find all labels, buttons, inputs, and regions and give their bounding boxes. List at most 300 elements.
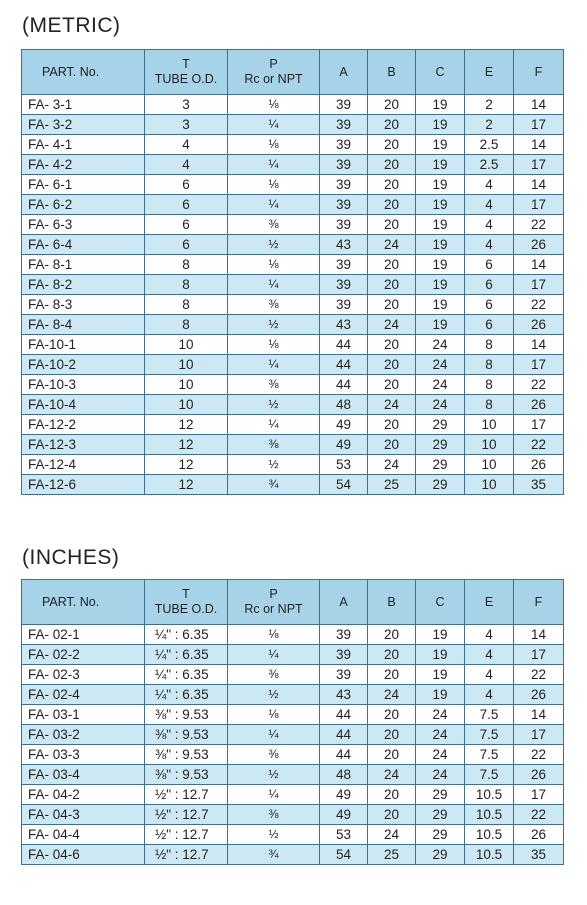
cell-b: 20 <box>368 135 416 155</box>
table-row <box>22 625 564 645</box>
cell-tube-od: 8 <box>145 315 228 335</box>
cell-port-thread: ⅜ <box>228 435 320 455</box>
cell-part-no: FA- 04-3 <box>22 805 145 825</box>
cell-a: 39 <box>320 275 368 295</box>
cell-b: 20 <box>368 335 416 355</box>
col-header-a: A <box>320 580 368 625</box>
cell-e: 7.5 <box>465 765 514 785</box>
cell-f: 14 <box>514 705 564 725</box>
cell-port-thread: ⅜ <box>228 745 320 765</box>
cell-port-thread: ⅜ <box>228 665 320 685</box>
cell-port-thread: ½ <box>228 765 320 785</box>
cell-b: 20 <box>368 725 416 745</box>
cell-tube-od: 12 <box>145 475 228 495</box>
cell-part-no: FA-12-3 <box>22 435 145 455</box>
cell-a: 44 <box>320 745 368 765</box>
table-row <box>22 765 564 785</box>
table-row <box>22 435 564 455</box>
col-header-port-thread <box>228 50 320 95</box>
cell-f: 14 <box>514 625 564 645</box>
cell-c: 24 <box>416 395 465 415</box>
cell-port-thread: ⅛ <box>228 335 320 355</box>
cell-a: 39 <box>320 175 368 195</box>
cell-a: 39 <box>320 135 368 155</box>
table-row <box>22 785 564 805</box>
col-header-f: F <box>514 580 564 625</box>
cell-b: 25 <box>368 845 416 865</box>
cell-b: 20 <box>368 295 416 315</box>
cell-c: 19 <box>416 95 465 115</box>
cell-b: 20 <box>368 275 416 295</box>
col-header-tube-od-label: TUBE O.D. <box>154 602 218 616</box>
cell-e: 7.5 <box>465 745 514 765</box>
cell-f: 26 <box>514 235 564 255</box>
cell-tube-od: 12 <box>145 435 228 455</box>
cell-f: 26 <box>514 395 564 415</box>
cell-e: 4 <box>465 625 514 645</box>
cell-part-no: FA- 03-3 <box>22 745 145 765</box>
cell-tube-od: ⅜" : 9.53 <box>145 725 228 745</box>
cell-c: 19 <box>416 625 465 645</box>
cell-tube-od: 3 <box>145 95 228 115</box>
cell-e: 8 <box>465 375 514 395</box>
cell-e: 4 <box>465 175 514 195</box>
cell-part-no: FA- 03-1 <box>22 705 145 725</box>
cell-a: 44 <box>320 335 368 355</box>
cell-part-no: FA- 6-1 <box>22 175 145 195</box>
cell-b: 20 <box>368 705 416 725</box>
cell-port-thread: ⅛ <box>228 135 320 155</box>
cell-a: 39 <box>320 195 368 215</box>
cell-part-no: FA- 04-6 <box>22 845 145 865</box>
col-header-port-thread-symbol: P <box>269 57 278 71</box>
cell-a: 54 <box>320 845 368 865</box>
cell-b: 20 <box>368 375 416 395</box>
cell-a: 39 <box>320 155 368 175</box>
cell-e: 6 <box>465 295 514 315</box>
cell-b: 24 <box>368 825 416 845</box>
cell-port-thread: ¼ <box>228 355 320 375</box>
col-header-tube-od-label: TUBE O.D. <box>154 72 218 86</box>
cell-part-no: FA- 02-4 <box>22 685 145 705</box>
cell-f: 26 <box>514 825 564 845</box>
cell-part-no: FA- 8-2 <box>22 275 145 295</box>
table-row <box>22 645 564 665</box>
cell-part-no: FA-12-4 <box>22 455 145 475</box>
cell-a: 44 <box>320 725 368 745</box>
cell-f: 14 <box>514 335 564 355</box>
cell-a: 43 <box>320 685 368 705</box>
cell-f: 22 <box>514 745 564 765</box>
cell-a: 44 <box>320 355 368 375</box>
cell-c: 19 <box>416 275 465 295</box>
cell-c: 29 <box>416 785 465 805</box>
cell-port-thread: ⅛ <box>228 705 320 725</box>
cell-e: 10.5 <box>465 845 514 865</box>
cell-c: 29 <box>416 435 465 455</box>
cell-part-no: FA-12-2 <box>22 415 145 435</box>
cell-e: 4 <box>465 645 514 665</box>
table-row <box>22 115 564 135</box>
cell-port-thread: ⅛ <box>228 255 320 275</box>
cell-f: 26 <box>514 765 564 785</box>
cell-f: 14 <box>514 175 564 195</box>
cell-c: 19 <box>416 685 465 705</box>
table-row <box>22 805 564 825</box>
cell-c: 19 <box>416 195 465 215</box>
cell-part-no: FA- 6-3 <box>22 215 145 235</box>
cell-a: 44 <box>320 375 368 395</box>
cell-port-thread: ⅛ <box>228 95 320 115</box>
cell-e: 10.5 <box>465 825 514 845</box>
cell-port-thread: ⅜ <box>228 215 320 235</box>
col-header-tube-od-symbol: T <box>182 57 190 71</box>
cell-f: 35 <box>514 845 564 865</box>
col-header-b: B <box>368 580 416 625</box>
cell-c: 24 <box>416 745 465 765</box>
table-row <box>22 745 564 765</box>
cell-c: 19 <box>416 175 465 195</box>
cell-part-no: FA- 03-4 <box>22 765 145 785</box>
cell-b: 20 <box>368 805 416 825</box>
table-row <box>22 685 564 705</box>
col-header-part-no: PART. No. <box>22 50 145 95</box>
cell-e: 4 <box>465 235 514 255</box>
col-header-e: E <box>465 50 514 95</box>
table-row <box>22 95 564 115</box>
cell-c: 19 <box>416 215 465 235</box>
col-header-tube-od <box>145 580 228 625</box>
cell-b: 20 <box>368 95 416 115</box>
cell-e: 2 <box>465 115 514 135</box>
cell-port-thread: ¼ <box>228 785 320 805</box>
col-header-c: C <box>416 580 465 625</box>
cell-a: 48 <box>320 395 368 415</box>
cell-c: 24 <box>416 765 465 785</box>
cell-tube-od: ⅜" : 9.53 <box>145 745 228 765</box>
cell-a: 53 <box>320 455 368 475</box>
cell-c: 19 <box>416 645 465 665</box>
cell-a: 49 <box>320 785 368 805</box>
cell-e: 4 <box>465 195 514 215</box>
col-header-tube-od-symbol: T <box>182 587 190 601</box>
cell-part-no: FA-10-2 <box>22 355 145 375</box>
cell-f: 22 <box>514 295 564 315</box>
cell-part-no: FA-10-3 <box>22 375 145 395</box>
cell-f: 17 <box>514 645 564 665</box>
cell-b: 20 <box>368 255 416 275</box>
cell-f: 17 <box>514 275 564 295</box>
cell-c: 24 <box>416 375 465 395</box>
cell-tube-od: 12 <box>145 415 228 435</box>
cell-port-thread: ⅛ <box>228 625 320 645</box>
cell-a: 39 <box>320 665 368 685</box>
cell-part-no: FA- 4-1 <box>22 135 145 155</box>
cell-f: 17 <box>514 155 564 175</box>
cell-e: 10.5 <box>465 805 514 825</box>
cell-c: 19 <box>416 255 465 275</box>
cell-part-no: FA- 8-4 <box>22 315 145 335</box>
cell-port-thread: ⅜ <box>228 295 320 315</box>
cell-port-thread: ¾ <box>228 475 320 495</box>
cell-a: 54 <box>320 475 368 495</box>
cell-tube-od: 6 <box>145 175 228 195</box>
metric-header-row <box>22 50 564 95</box>
cell-tube-od: 10 <box>145 395 228 415</box>
cell-port-thread: ⅜ <box>228 375 320 395</box>
cell-c: 24 <box>416 335 465 355</box>
cell-a: 43 <box>320 235 368 255</box>
cell-f: 22 <box>514 375 564 395</box>
cell-tube-od: 3 <box>145 115 228 135</box>
cell-tube-od: 4 <box>145 155 228 175</box>
table-row <box>22 215 564 235</box>
cell-part-no: FA- 02-2 <box>22 645 145 665</box>
cell-c: 29 <box>416 805 465 825</box>
col-header-a: A <box>320 50 368 95</box>
table-row <box>22 415 564 435</box>
cell-c: 19 <box>416 235 465 255</box>
table-row <box>22 235 564 255</box>
cell-part-no: FA- 8-3 <box>22 295 145 315</box>
cell-part-no: FA- 04-4 <box>22 825 145 845</box>
cell-b: 20 <box>368 115 416 135</box>
cell-port-thread: ½ <box>228 235 320 255</box>
inches-spec-table <box>21 579 564 865</box>
table-row <box>22 825 564 845</box>
cell-tube-od: ½" : 12.7 <box>145 805 228 825</box>
cell-port-thread: ¼ <box>228 115 320 135</box>
cell-tube-od: ¼" : 6.35 <box>145 665 228 685</box>
col-header-c: C <box>416 50 465 95</box>
cell-tube-od: 10 <box>145 335 228 355</box>
cell-e: 8 <box>465 335 514 355</box>
cell-e: 6 <box>465 315 514 335</box>
cell-part-no: FA- 6-2 <box>22 195 145 215</box>
table-row <box>22 705 564 725</box>
cell-port-thread: ¾ <box>228 845 320 865</box>
cell-tube-od: 12 <box>145 455 228 475</box>
cell-port-thread: ¼ <box>228 415 320 435</box>
cell-port-thread: ½ <box>228 685 320 705</box>
cell-part-no: FA-12-6 <box>22 475 145 495</box>
cell-c: 29 <box>416 415 465 435</box>
cell-f: 17 <box>514 785 564 805</box>
cell-a: 48 <box>320 765 368 785</box>
cell-a: 49 <box>320 415 368 435</box>
cell-tube-od: ½" : 12.7 <box>145 845 228 865</box>
cell-part-no: FA- 02-1 <box>22 625 145 645</box>
cell-part-no: FA- 8-1 <box>22 255 145 275</box>
cell-tube-od: 6 <box>145 215 228 235</box>
cell-c: 19 <box>416 315 465 335</box>
cell-b: 20 <box>368 215 416 235</box>
cell-b: 20 <box>368 355 416 375</box>
cell-a: 39 <box>320 215 368 235</box>
cell-a: 39 <box>320 295 368 315</box>
col-header-port-thread-label: Rc or NPT <box>244 72 303 86</box>
cell-port-thread: ⅜ <box>228 805 320 825</box>
cell-e: 10 <box>465 475 514 495</box>
table-row <box>22 295 564 315</box>
cell-tube-od: 8 <box>145 275 228 295</box>
cell-c: 24 <box>416 725 465 745</box>
cell-b: 24 <box>368 685 416 705</box>
cell-b: 24 <box>368 315 416 335</box>
cell-port-thread: ¼ <box>228 155 320 175</box>
cell-b: 20 <box>368 435 416 455</box>
cell-part-no: FA- 3-2 <box>22 115 145 135</box>
cell-e: 4 <box>465 685 514 705</box>
cell-a: 53 <box>320 825 368 845</box>
table-row <box>22 195 564 215</box>
cell-part-no: FA- 3-1 <box>22 95 145 115</box>
cell-b: 20 <box>368 195 416 215</box>
cell-part-no: FA-10-4 <box>22 395 145 415</box>
cell-e: 4 <box>465 215 514 235</box>
cell-c: 19 <box>416 155 465 175</box>
table-row <box>22 135 564 155</box>
table-row <box>22 475 564 495</box>
cell-part-no: FA- 6-4 <box>22 235 145 255</box>
cell-b: 25 <box>368 475 416 495</box>
cell-f: 22 <box>514 665 564 685</box>
cell-f: 26 <box>514 315 564 335</box>
cell-part-no: FA- 04-2 <box>22 785 145 805</box>
cell-part-no: FA- 03-2 <box>22 725 145 745</box>
cell-a: 39 <box>320 645 368 665</box>
table-row <box>22 845 564 865</box>
inches-header-row <box>22 580 564 625</box>
cell-port-thread: ¼ <box>228 725 320 745</box>
cell-tube-od: 6 <box>145 195 228 215</box>
table-row <box>22 255 564 275</box>
metric-spec-table <box>21 49 564 495</box>
cell-tube-od: 6 <box>145 235 228 255</box>
cell-port-thread: ¼ <box>228 645 320 665</box>
cell-f: 26 <box>514 685 564 705</box>
cell-a: 39 <box>320 115 368 135</box>
cell-e: 8 <box>465 395 514 415</box>
cell-c: 24 <box>416 355 465 375</box>
cell-c: 19 <box>416 295 465 315</box>
cell-a: 49 <box>320 435 368 455</box>
cell-b: 24 <box>368 395 416 415</box>
cell-b: 20 <box>368 645 416 665</box>
cell-b: 20 <box>368 665 416 685</box>
table-row <box>22 355 564 375</box>
cell-tube-od: ¼" : 6.35 <box>145 685 228 705</box>
table-row <box>22 175 564 195</box>
cell-a: 49 <box>320 805 368 825</box>
cell-c: 29 <box>416 475 465 495</box>
cell-f: 17 <box>514 415 564 435</box>
cell-e: 8 <box>465 355 514 375</box>
cell-b: 20 <box>368 625 416 645</box>
col-header-part-no: PART. No. <box>22 580 145 625</box>
table-row <box>22 665 564 685</box>
cell-port-thread: ¼ <box>228 275 320 295</box>
cell-a: 39 <box>320 95 368 115</box>
cell-e: 7.5 <box>465 705 514 725</box>
cell-tube-od: ¼" : 6.35 <box>145 645 228 665</box>
cell-e: 7.5 <box>465 725 514 745</box>
cell-tube-od: 8 <box>145 255 228 275</box>
cell-f: 17 <box>514 195 564 215</box>
cell-tube-od: 4 <box>145 135 228 155</box>
cell-e: 10 <box>465 455 514 475</box>
cell-f: 26 <box>514 455 564 475</box>
cell-c: 29 <box>416 845 465 865</box>
cell-f: 17 <box>514 115 564 135</box>
table-row <box>22 375 564 395</box>
inches-table-body <box>22 625 564 865</box>
cell-e: 10 <box>465 415 514 435</box>
cell-b: 24 <box>368 235 416 255</box>
table-row <box>22 155 564 175</box>
cell-port-thread: ½ <box>228 455 320 475</box>
cell-port-thread: ½ <box>228 395 320 415</box>
cell-f: 22 <box>514 215 564 235</box>
inches-section-title: (INCHES) <box>22 546 120 569</box>
cell-tube-od: ⅜" : 9.53 <box>145 705 228 725</box>
cell-b: 20 <box>368 415 416 435</box>
cell-tube-od: ⅜" : 9.53 <box>145 765 228 785</box>
col-header-tube-od <box>145 50 228 95</box>
cell-port-thread: ¼ <box>228 195 320 215</box>
cell-a: 43 <box>320 315 368 335</box>
cell-tube-od: ½" : 12.7 <box>145 825 228 845</box>
cell-b: 24 <box>368 455 416 475</box>
cell-a: 39 <box>320 255 368 275</box>
col-header-port-thread-label: Rc or NPT <box>244 602 303 616</box>
cell-b: 20 <box>368 155 416 175</box>
cell-f: 14 <box>514 135 564 155</box>
cell-e: 2.5 <box>465 135 514 155</box>
col-header-e: E <box>465 580 514 625</box>
cell-b: 24 <box>368 765 416 785</box>
col-header-port-thread <box>228 580 320 625</box>
table-row <box>22 275 564 295</box>
cell-a: 44 <box>320 705 368 725</box>
cell-part-no: FA-10-1 <box>22 335 145 355</box>
cell-c: 29 <box>416 825 465 845</box>
cell-f: 17 <box>514 725 564 745</box>
cell-f: 14 <box>514 95 564 115</box>
cell-c: 24 <box>416 705 465 725</box>
cell-e: 2 <box>465 95 514 115</box>
cell-port-thread: ½ <box>228 315 320 335</box>
cell-e: 6 <box>465 255 514 275</box>
cell-b: 20 <box>368 785 416 805</box>
cell-c: 29 <box>416 455 465 475</box>
cell-f: 14 <box>514 255 564 275</box>
cell-b: 20 <box>368 745 416 765</box>
col-header-port-thread-symbol: P <box>269 587 278 601</box>
table-row <box>22 335 564 355</box>
table-row <box>22 455 564 475</box>
cell-tube-od: 10 <box>145 375 228 395</box>
cell-port-thread: ⅛ <box>228 175 320 195</box>
cell-a: 39 <box>320 625 368 645</box>
cell-c: 19 <box>416 115 465 135</box>
cell-f: 17 <box>514 355 564 375</box>
cell-e: 4 <box>465 665 514 685</box>
cell-tube-od: ½" : 12.7 <box>145 785 228 805</box>
table-row <box>22 395 564 415</box>
cell-f: 22 <box>514 435 564 455</box>
cell-tube-od: 10 <box>145 355 228 375</box>
